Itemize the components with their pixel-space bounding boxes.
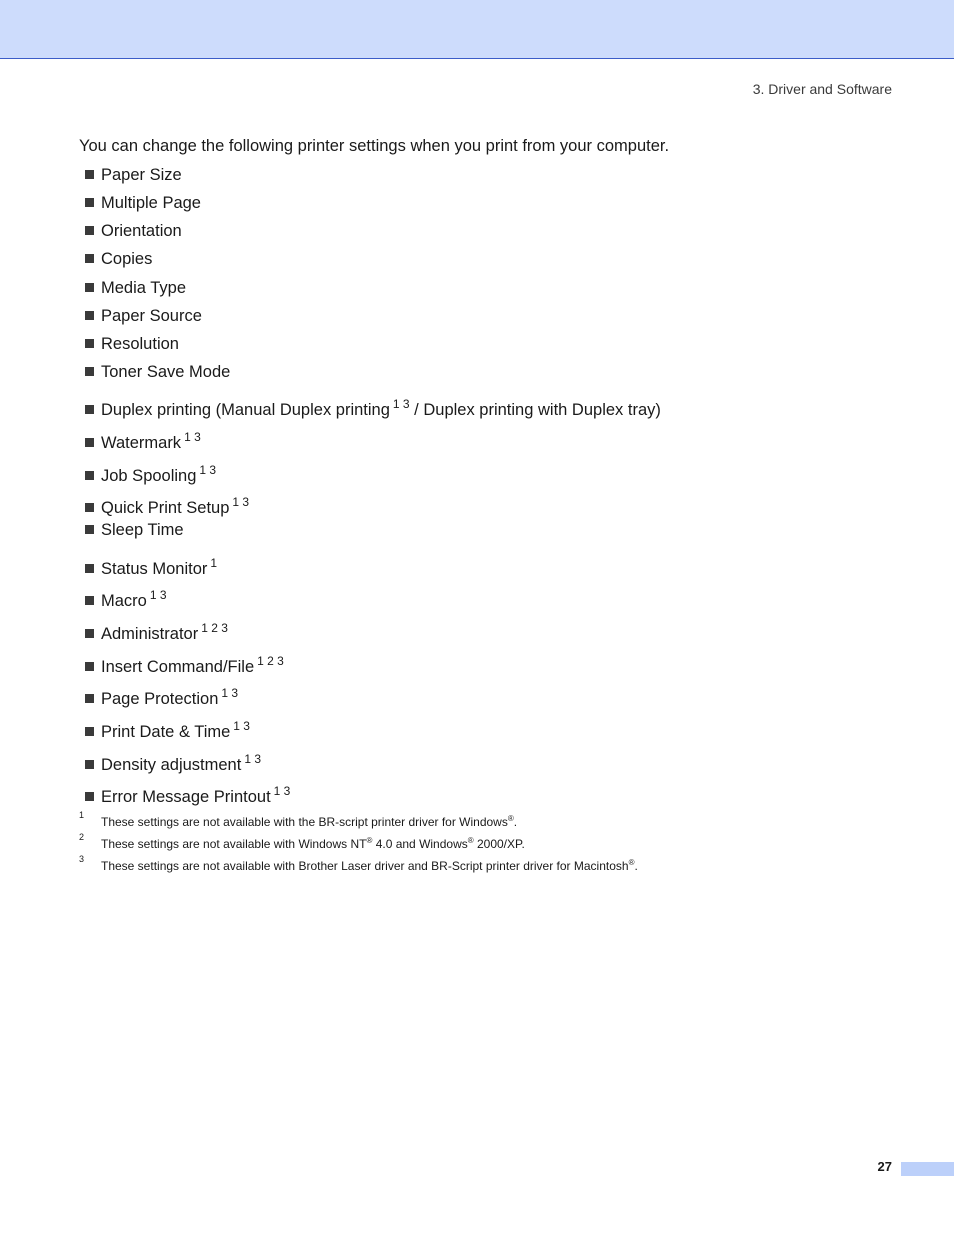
square-bullet-icon bbox=[85, 629, 94, 638]
setting-label: Toner Save Mode bbox=[101, 363, 231, 381]
list-item bbox=[85, 394, 661, 420]
list-item bbox=[85, 362, 230, 382]
footnote-number: 2 bbox=[79, 832, 85, 842]
chapter-title: 3. Driver and Software bbox=[752, 81, 892, 97]
square-bullet-icon bbox=[85, 662, 94, 671]
list-item bbox=[85, 427, 201, 453]
footnote-number: 3 bbox=[79, 854, 85, 864]
footnote-number: 1 bbox=[79, 810, 85, 820]
footnote-ref: 1 3 bbox=[233, 719, 250, 733]
footnote-ref: 1 3 bbox=[199, 463, 217, 477]
setting-label: Multiple Page bbox=[101, 194, 201, 212]
footnote-ref: 1 3 bbox=[184, 430, 201, 444]
footnote-ref: 1 3 bbox=[392, 397, 410, 411]
page-number: 27 bbox=[877, 1159, 892, 1174]
list-item bbox=[85, 683, 238, 709]
footnote-ref: 1 3 bbox=[149, 588, 167, 602]
setting-label: Job Spooling bbox=[101, 467, 197, 485]
setting-label: Status Monitor bbox=[101, 560, 208, 578]
footnote-text: These settings are not available with the BR-script printer driver for Windows®. bbox=[101, 814, 518, 829]
list-item bbox=[85, 585, 167, 611]
list-item bbox=[85, 460, 216, 486]
square-bullet-icon bbox=[85, 792, 94, 801]
setting-label: Page Protection bbox=[101, 690, 219, 708]
square-bullet-icon bbox=[85, 283, 94, 292]
footnote-text: These settings are not available with Brother Laser driver and BR-Script printer driver for Macintosh®. bbox=[101, 858, 638, 873]
square-bullet-icon bbox=[85, 760, 94, 769]
setting-label: Density adjustment bbox=[101, 756, 242, 774]
footnote-ref: 1 3 bbox=[273, 784, 291, 798]
setting-label: Duplex printing (Manual Duplex printing bbox=[101, 401, 390, 419]
list-item bbox=[85, 781, 290, 807]
square-bullet-icon bbox=[85, 254, 94, 263]
list-item bbox=[85, 306, 202, 326]
setting-label: Quick Print Setup bbox=[101, 499, 230, 517]
square-bullet-icon bbox=[85, 596, 94, 605]
square-bullet-icon bbox=[85, 311, 94, 320]
setting-label: Sleep Time bbox=[101, 521, 184, 539]
footnote-ref: 1 3 bbox=[221, 686, 239, 700]
setting-label: Orientation bbox=[101, 222, 182, 240]
square-bullet-icon bbox=[85, 471, 94, 480]
square-bullet-icon bbox=[85, 727, 94, 736]
square-bullet-icon bbox=[85, 525, 94, 534]
list-item bbox=[85, 651, 284, 677]
setting-label: Insert Command/File bbox=[101, 658, 255, 676]
setting-label: Watermark bbox=[101, 434, 182, 452]
square-bullet-icon bbox=[85, 405, 94, 414]
square-bullet-icon bbox=[85, 503, 94, 512]
list-item bbox=[85, 553, 217, 579]
square-bullet-icon bbox=[85, 226, 94, 235]
setting-label: Paper Source bbox=[101, 307, 202, 325]
setting-label: Resolution bbox=[101, 335, 179, 353]
header-band bbox=[0, 0, 954, 59]
setting-label: Copies bbox=[101, 250, 153, 268]
square-bullet-icon bbox=[85, 438, 94, 447]
list-item bbox=[85, 334, 179, 354]
list-item bbox=[85, 221, 182, 241]
list-item bbox=[85, 716, 250, 742]
setting-label: Administrator bbox=[101, 625, 199, 643]
setting-label: Print Date & Time bbox=[101, 723, 231, 741]
footnote-ref: 1 2 3 bbox=[257, 654, 284, 668]
list-item bbox=[85, 193, 201, 213]
list-item bbox=[85, 749, 261, 775]
list-item bbox=[85, 278, 186, 298]
setting-label: Paper Size bbox=[101, 166, 182, 184]
square-bullet-icon bbox=[85, 564, 94, 573]
list-item bbox=[85, 618, 228, 644]
list-item bbox=[85, 520, 184, 540]
square-bullet-icon bbox=[85, 339, 94, 348]
list-item bbox=[85, 492, 249, 518]
footnote-ref: 1 bbox=[210, 556, 218, 570]
setting-label: Media Type bbox=[101, 279, 186, 297]
setting-label: Macro bbox=[101, 592, 147, 610]
square-bullet-icon bbox=[85, 367, 94, 376]
setting-label-suffix: / Duplex printing with Duplex tray) bbox=[409, 401, 661, 419]
footnote-ref: 1 3 bbox=[244, 752, 262, 766]
square-bullet-icon bbox=[85, 198, 94, 207]
square-bullet-icon bbox=[85, 170, 94, 179]
square-bullet-icon bbox=[85, 694, 94, 703]
footnote-text: These settings are not available with Windows NT® 4.0 and Windows® 2000/XP. bbox=[101, 836, 525, 851]
list-item bbox=[85, 165, 182, 185]
list-item bbox=[85, 249, 152, 269]
intro-text: You can change the following printer settings when you print from your computer. bbox=[79, 137, 670, 155]
footnote-ref: 1 3 bbox=[232, 495, 250, 509]
page-tab-marker bbox=[901, 1162, 954, 1176]
footnote-ref: 1 2 3 bbox=[201, 621, 228, 635]
setting-label: Error Message Printout bbox=[101, 788, 271, 806]
